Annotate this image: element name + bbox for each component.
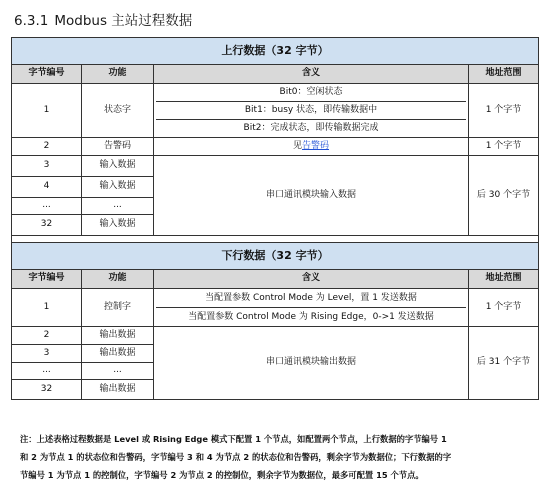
alarm-byte: 2 bbox=[12, 138, 82, 156]
upstream-title: 上行数据（32 字节） bbox=[12, 38, 539, 65]
table-note bbox=[20, 430, 548, 484]
output-byte: ... bbox=[12, 363, 82, 380]
section-number: 6.3.1 bbox=[14, 13, 49, 29]
status-bits bbox=[154, 84, 469, 138]
alarm-see-prefix: 见 bbox=[292, 140, 302, 151]
output-byte: 2 bbox=[12, 327, 82, 345]
table-row bbox=[12, 289, 539, 327]
col-meaning-header: 含义 bbox=[154, 65, 469, 84]
downstream-header-row bbox=[12, 270, 539, 289]
input-byte: ... bbox=[12, 198, 82, 215]
downstream-title: 下行数据（32 字节） bbox=[12, 243, 539, 270]
section-heading bbox=[14, 9, 192, 29]
alarm-meaning bbox=[154, 138, 469, 156]
col-byte-header: 字节编号 bbox=[12, 65, 82, 84]
table-row bbox=[12, 84, 539, 138]
col-byte-header: 字节编号 bbox=[12, 270, 82, 289]
upstream-header-row bbox=[12, 65, 539, 84]
input-byte: 3 bbox=[12, 156, 82, 177]
control-line-0: 当配置参数 Control Mode 为 Level，置 1 发送数据 bbox=[156, 289, 466, 308]
note-line-1: 注：上述表格过程数据是 Level 或 Rising Edge 模式下配置 1 个节点，如配置两个节点，上行数据的字节编号 1 bbox=[20, 434, 447, 444]
output-func: 输出数据 bbox=[82, 345, 154, 363]
col-func-header: 功能 bbox=[82, 270, 154, 289]
input-func: 输入数据 bbox=[82, 156, 154, 177]
status-func: 状态字 bbox=[82, 84, 154, 138]
output-meaning: 串口通讯模块输出数据 bbox=[154, 327, 469, 400]
status-bit-0: Bit0：空闲状态 bbox=[156, 84, 466, 102]
input-func: ... bbox=[82, 198, 154, 215]
status-addr: 1 个字节 bbox=[469, 84, 539, 138]
input-func: 输入数据 bbox=[82, 177, 154, 198]
output-addr: 后 31 个字节 bbox=[469, 327, 539, 400]
upstream-title-row bbox=[12, 38, 539, 65]
alarm-func: 告警码 bbox=[82, 138, 154, 156]
note-line-2: 和 2 为节点 1 的状态位和告警码，字节编号 3 和 4 为节点 2 的状态位和告警码，剩余字节为数据位；下行数据的字 bbox=[20, 452, 452, 462]
status-bit-2: Bit2：完成状态，即传输数据完成 bbox=[243, 123, 379, 133]
input-func: 输入数据 bbox=[82, 215, 154, 236]
table-row bbox=[12, 327, 539, 345]
control-meaning bbox=[154, 289, 469, 327]
control-line-1: 当配置参数 Control Mode 为 Rising Edge，0->1 发送数据 bbox=[188, 312, 434, 322]
control-addr: 1 个字节 bbox=[469, 289, 539, 327]
output-byte: 3 bbox=[12, 345, 82, 363]
control-func: 控制字 bbox=[82, 289, 154, 327]
col-addr-header: 地址范围 bbox=[469, 270, 539, 289]
alarm-addr: 1 个字节 bbox=[469, 138, 539, 156]
output-byte: 32 bbox=[12, 380, 82, 400]
output-func: 输出数据 bbox=[82, 380, 154, 400]
process-data-table bbox=[11, 37, 539, 400]
table-row bbox=[12, 138, 539, 156]
output-func: ... bbox=[82, 363, 154, 380]
input-byte: 4 bbox=[12, 177, 82, 198]
status-byte: 1 bbox=[12, 84, 82, 138]
control-byte: 1 bbox=[12, 289, 82, 327]
table-row bbox=[12, 156, 539, 177]
col-func-header: 功能 bbox=[82, 65, 154, 84]
input-byte: 32 bbox=[12, 215, 82, 236]
col-meaning-header: 含义 bbox=[154, 270, 469, 289]
input-addr: 后 30 个字节 bbox=[469, 156, 539, 236]
alarm-code-link[interactable]: 告警码 bbox=[302, 140, 330, 151]
section-title: Modbus 主站过程数据 bbox=[54, 13, 193, 29]
downstream-title-row bbox=[12, 243, 539, 270]
col-addr-header: 地址范围 bbox=[469, 65, 539, 84]
input-meaning: 串口通讯模块输入数据 bbox=[154, 156, 469, 236]
status-bit-1: Bit1：busy 状态，即传输数据中 bbox=[156, 102, 466, 120]
output-func: 输出数据 bbox=[82, 327, 154, 345]
note-line-3: 节编号 1 为节点 1 的控制位，字节编号 2 为节点 2 的控制位，剩余字节为数据位，最多可配置 15 个节点。 bbox=[20, 470, 424, 480]
